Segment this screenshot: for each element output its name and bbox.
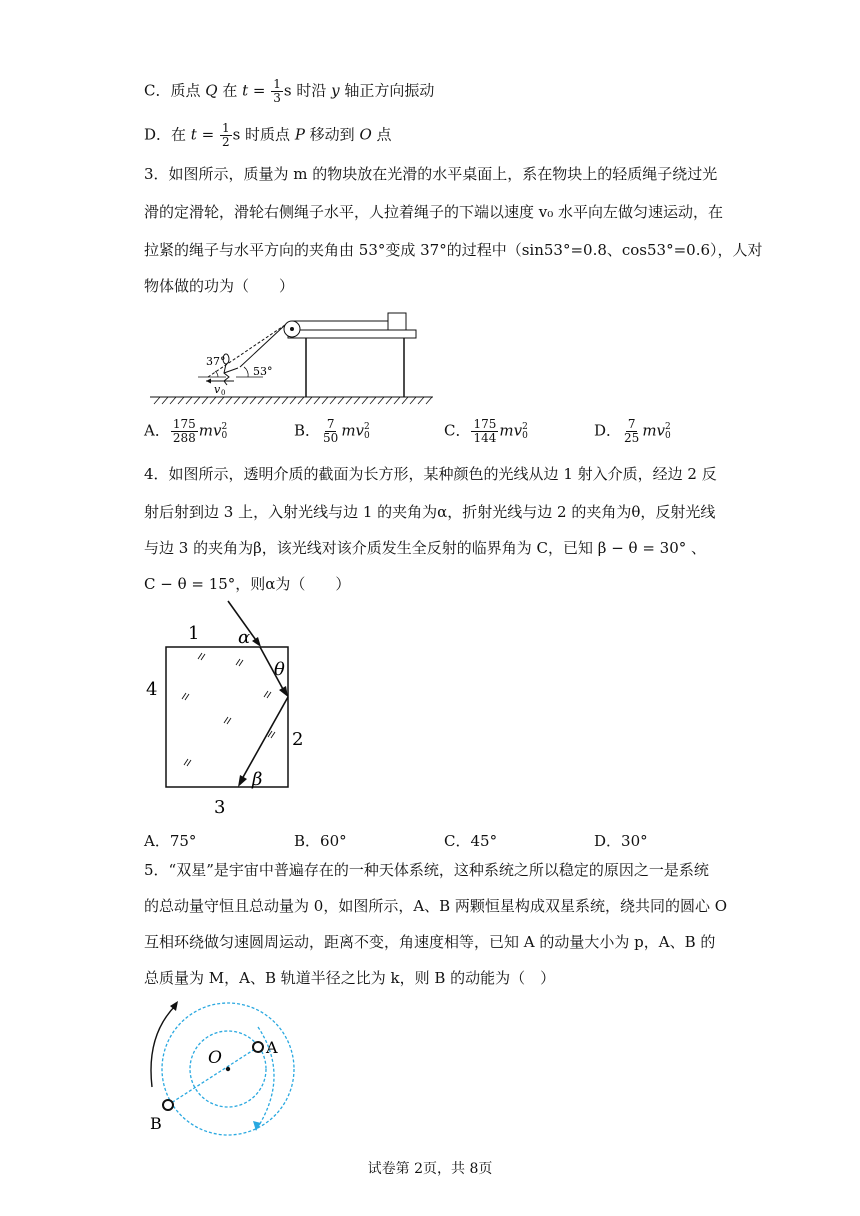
side-2-label: 2 — [292, 729, 304, 750]
numerator: 175 — [172, 417, 196, 431]
denominator: 25 — [624, 431, 640, 445]
angle-53-label: 53° — [253, 365, 273, 378]
angle-37-label: 37° — [206, 355, 226, 368]
var-q: Q — [205, 81, 218, 100]
option-label: D．在 — [144, 125, 191, 144]
denominator: 50 — [323, 431, 339, 445]
text: s 时沿 — [283, 81, 332, 100]
q4-option-a[interactable]: A．75° — [144, 832, 197, 850]
velocity-subscript: 0 — [221, 389, 226, 397]
star-b-label: B — [150, 1114, 162, 1133]
denominator: 3 — [273, 91, 281, 105]
superscript: 2 — [665, 421, 671, 432]
q4-line-3: 与边 3 的夹角为β，该光线对该介质发生全反射的临界角为 C，已知 β − θ = 30° 、 — [144, 539, 707, 557]
q2-option-c — [144, 78, 434, 105]
q4-option-c[interactable]: C．45° — [444, 832, 498, 850]
page-footer: 试卷第 2页，共 8页 — [367, 1161, 493, 1177]
rotation-arrow-outer — [151, 1005, 176, 1087]
text: = — [196, 125, 219, 144]
option-label: A． — [144, 421, 170, 440]
superscript: 2 — [221, 421, 228, 432]
fraction — [171, 418, 198, 445]
expr: mv — [198, 421, 222, 440]
velocity-label: v — [214, 383, 221, 396]
q3-option-d[interactable] — [594, 418, 671, 445]
option-label: D． — [594, 421, 622, 440]
ground-hatching — [154, 397, 432, 404]
block — [388, 313, 406, 330]
subscript: 0 — [221, 430, 228, 441]
side-1-label: 1 — [188, 623, 200, 644]
beta-label: β — [252, 769, 263, 790]
expr: mv — [341, 421, 365, 440]
numerator: 175 — [473, 417, 497, 431]
superscript: 2 — [364, 421, 370, 432]
text: 点 — [371, 125, 392, 144]
rope-53 — [240, 325, 285, 367]
star-a — [253, 1042, 263, 1052]
var-p: P — [294, 125, 305, 144]
q3-option-b[interactable] — [294, 418, 370, 445]
q4-line-2: 射后射到边 3 上，入射光线与边 1 的夹角为α，折射光线与边 2 的夹角为θ，反射光线 — [144, 503, 716, 521]
denominator: 144 — [473, 431, 497, 445]
q5-line-2: 的总动量守恒且总动量为 0，如图所示，A、B 两颗恒星构成双星系统，绕共同的圆心 O — [144, 897, 728, 915]
superscript: 2 — [522, 421, 528, 432]
q4-line-1: 4．如图所示，透明介质的截面为长方形，某种颜色的光线从边 1 射入介质，经边 2 反 — [144, 465, 717, 483]
table-top — [288, 330, 416, 338]
option-label: C．质点 — [144, 81, 206, 100]
fraction — [622, 418, 641, 445]
text: = — [248, 81, 271, 100]
numerator: 7 — [326, 417, 335, 431]
q3-line-1: 3．如图所示，质量为 m 的物块放在光滑的水平桌面上，系在物块上的轻质绳子绕过光 — [144, 165, 718, 183]
fraction — [271, 78, 283, 105]
numerator: 1 — [221, 121, 230, 135]
subscript: 0 — [522, 430, 528, 441]
center-point — [226, 1067, 230, 1071]
side-4-label: 4 — [146, 679, 158, 700]
fraction — [321, 418, 340, 445]
star-a-label: A — [266, 1038, 278, 1057]
fraction — [220, 122, 232, 149]
denominator: 2 — [221, 135, 230, 149]
theta-label: θ — [274, 659, 285, 680]
q3-line-3: 拉紧的绳子与水平方向的夹角由 53°变成 37°的过程中（sin53°=0.8、cos53°=0.6），人对 — [144, 241, 763, 259]
center-label: O — [208, 1048, 222, 1068]
q5-line-1: 5．“双星”是宇宙中普遍存在的一种天体系统，这种系统之所以稳定的原因之一是系统 — [144, 861, 709, 879]
subscript: 0 — [665, 430, 671, 441]
text: 移动到 — [304, 125, 360, 144]
q4-figure — [140, 595, 320, 825]
q3-option-c[interactable] — [444, 418, 528, 445]
q2-option-d — [144, 122, 392, 149]
q3-figure — [148, 305, 438, 407]
var-t: t — [190, 125, 197, 144]
expr: mv — [499, 421, 523, 440]
q3-line-2: 滑的定滑轮，滑轮右侧绳子水平，人拉着绳子的下端以速度 v₀ 水平向左做匀速运动，在 — [144, 203, 724, 221]
alpha-label: α — [238, 627, 251, 648]
var-o: O — [359, 125, 372, 144]
q3-option-a[interactable] — [144, 418, 227, 445]
option-label: C． — [444, 421, 471, 440]
q4-line-4: C − θ = 15°，则α为（ ） — [144, 575, 351, 593]
subscript: 0 — [364, 430, 370, 441]
text: 在 — [217, 81, 243, 100]
expr: mv — [642, 421, 666, 440]
side-3-label: 3 — [214, 797, 226, 818]
medium-rectangle — [166, 647, 288, 787]
q3-line-4: 物体做的功为（ ） — [144, 277, 295, 295]
star-b — [163, 1100, 173, 1110]
var-t: t — [242, 81, 249, 100]
q4-option-d[interactable]: D．30° — [594, 832, 648, 850]
q5-line-3: 互相环绕做匀速圆周运动，距离不变，角速度相等，已知 A 的动量大小为 p，A、B 的 — [144, 933, 716, 951]
q4-option-b[interactable]: B．60° — [294, 832, 347, 850]
q5-figure — [140, 995, 320, 1140]
q5-line-4: 总质量为 M，A、B 轨道半径之比为 k，则 B 的动能为（ ） — [144, 969, 556, 987]
text: 轴正方向振动 — [339, 81, 435, 100]
text: s 时质点 — [232, 125, 295, 144]
option-label: B． — [294, 421, 321, 440]
var-y: y — [331, 81, 340, 100]
numerator: 7 — [627, 417, 636, 431]
fraction — [471, 418, 498, 445]
denominator: 288 — [172, 431, 196, 445]
numerator: 1 — [273, 77, 281, 91]
